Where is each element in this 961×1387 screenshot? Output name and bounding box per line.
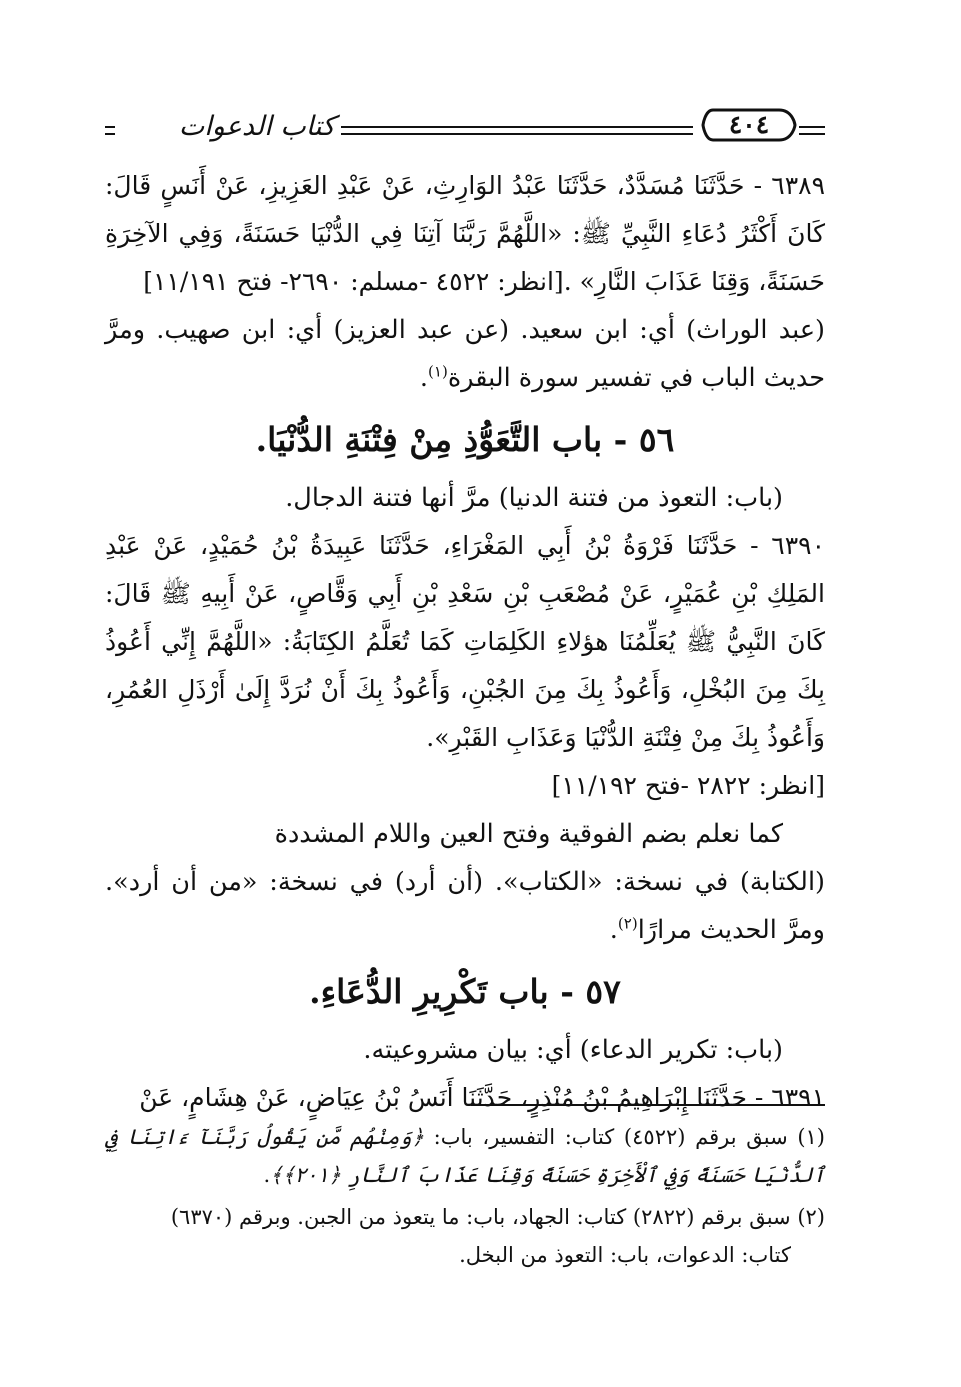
page-number: ٤٠٤ [728, 110, 770, 139]
commentary-6390-a: كما نعلم بضم الفوقية وفتح العين واللام المشددة [274, 819, 783, 849]
footnote-continuation: كتاب: الدعوات، باب: التعوذ من البخل. [459, 1243, 791, 1267]
commentary-text: (الكتابة) في نسخة: «الكتاب». (أن أرد) في نسخة: «من أن أرد». ومرَّ الحديث مرارًا [105, 867, 825, 945]
commentary-section-57: (باب: تكرير الدعاء) أي: بيان مشروعيته. [363, 1035, 783, 1065]
page-header [105, 104, 825, 150]
sentence-end: . [419, 363, 429, 393]
hadith-6391: ٦٣٩١ - حَدَّثَنَا إِبْرَاهِيمُ بْنُ مُنْذِرٍ، حَدَّثَنَا أَنَسُ بْنُ عِيَاضٍ، عَنْ هِشَامٍ، عَنْ [139, 1083, 825, 1112]
footnotes [105, 1118, 825, 1278]
commentary-text: (عبد الوراث) أي: ابن سعيد. (عن عبد العزيز) أي: ابن صهيب. ومرَّ حديث الباب في تفسير سورة البقرة [105, 315, 825, 393]
commentary-6390-b [105, 858, 825, 954]
header-rule-right [799, 126, 825, 135]
page-number-frame [701, 106, 797, 144]
header-rule-left [105, 126, 115, 135]
section-heading-56: ٥٦ - باب التَّعَوُّذِ مِنْ فِتْنَةِ الدُّنْيَا. [255, 420, 675, 459]
hadith-6390-reference: [انظر: ٢٨٢٢ -فتح ١١/١٩٢] [551, 771, 825, 800]
footnote-2 [105, 1198, 825, 1274]
footnote-1 [105, 1118, 825, 1194]
header-rule-middle [341, 126, 693, 135]
section-heading-57: ٥٧ - باب تَكْرِيرِ الدُّعَاءِ. [309, 972, 621, 1011]
book-title: كتاب الدعوات [178, 111, 335, 142]
main-text [105, 162, 825, 1122]
footnote-ref-2[interactable]: (٢) [617, 914, 638, 933]
sentence-end: . [609, 915, 618, 945]
footnote-ref-1[interactable]: (١) [428, 362, 448, 381]
quran-verse: ﴿وَمِنْهُم مَّن يَقُولُ رَبَّنَآ ءَاتِنَا فِي ٱلدُّنْيَا حَسَنَةً وَفِي ٱلْأَخِرَةِ حَسَنَةً وَقِنَا عَذَابَ ٱلنَّارِ ﴿٢٠١﴾﴾ [105, 1125, 825, 1187]
hadith-6390: ٦٣٩٠ - حَدَّثَنَا فَرْوَةُ بْنُ أَبِي المَغْرَاءِ، حَدَّثَنَا عَبِيدَةُ بْنُ حُمَيْدٍ، عَنْ عَبْدِ المَلِكِ بْنِ عُمَيْرٍ، عَنْ مُصْعَبِ بْنِ سَعْدِ بْنِ أَبِي وَقَّاصٍ، عَنْ أَبِيهِ ﷺ قَالَ: كَانَ النَّبِيُّ ﷺ يُعَلِّمُنَا هؤلاءِ الكَلِمَاتِ كَمَا تُعَلَّمُ الكِتَابَةُ: «اللَّهُمَّ إِنِّي أَعُوذُ بِكَ مِنَ البُخْلِ، وَأَعُوذُ بِكَ مِنَ الجُبْنِ، وَأَعُوذُ بِكَ أَنْ نُرَدَّ إِلَىٰ أَرْذَلِ العُمُرِ، وَأَعُوذُ بِكَ مِنْ فِتْنَةِ الدُّنْيَا وَعَذَابِ القَبْرِ». [105, 531, 825, 752]
footnote-text: (٢) سبق برقم (٢٨٢٢) كتاب: الجهاد، باب: ما يتعوذ من الجبن. وبرقم (٦٣٧٠) [170, 1205, 825, 1229]
commentary-section-56: (باب: التعوذ من فتنة الدنيا) مرَّ أنها فتنة الدجال. [285, 483, 783, 513]
hadith-6389: ٦٣٨٩ - حَدَّثَنَا مُسَدَّدٌ، حَدَّثَنَا عَبْدُ الوَارِثِ، عَنْ عَبْدِ العَزِيزِ، عَنْ أَنَسٍ قَالَ: كَانَ أَكْثَرُ دُعَاءِ النَّبِيِّ ﷺ: «اللَّهُمَّ رَبَّنَا آتِنَا فِي الدُّنْيَا حَسَنَةً، وَفِي الآخِرَةِ حَسَنَةً، وَقِنَا عَذَابَ النَّارِ» .[انظر: ٤٥٢٢ -مسلم: ٢٦٩٠- فتح ١١/١٩١] [105, 171, 825, 296]
footnote-text: (١) سبق برقم (٤٥٢٢) كتاب: التفسير، باب: [433, 1125, 825, 1149]
commentary-6389 [105, 306, 825, 402]
footnote-separator [471, 1104, 825, 1106]
sentence-end: . [263, 1163, 271, 1187]
